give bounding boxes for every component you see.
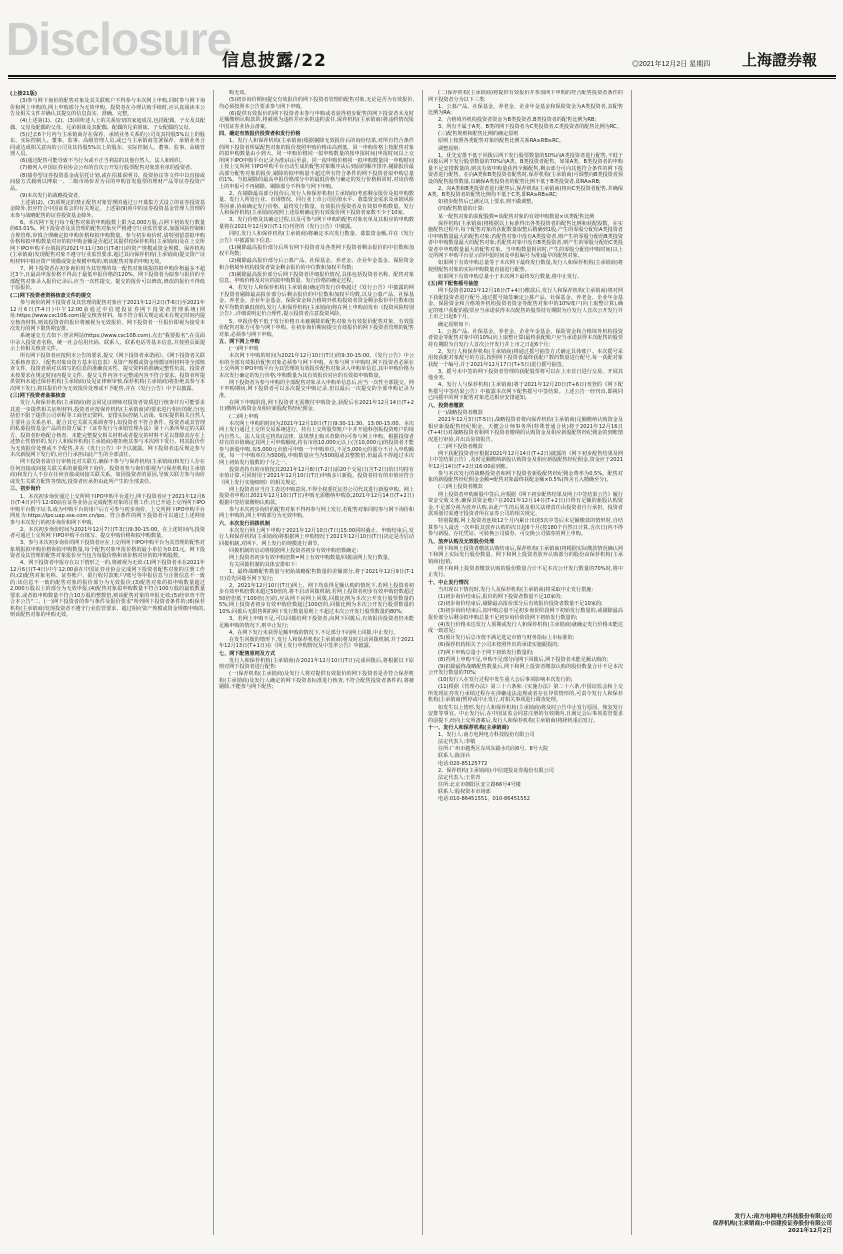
body-paragraph: (3)初步询价结束后,拟申购总量不足初步询价阶段网下初始发行数量的,或剔除最高报价部分后剩余拟申购总量不足初步询价阶段网下初始发行数量的; — [428, 608, 623, 621]
body-paragraph: 6、本次网下发行每个配售对象的申购股数上限为2,000万股,占网下初始发行数量的63.01%。网下投资者及其管理的配售对象应严格遵守行业监管要求,加强风险控制和合规管理,审慎合理确定拟申购价格和拟申购数量。参与初步询价时,请特别留意拟申购价格和拟申购数量对应的拟申购金额是否超过其提供给保荐机构(主承销商)及在上交所网下IPO申购平台填报的2021年11月30日(T-8日)的资产规模或资金规模。保荐机构(主承销商)发现配售对象不遵守行业监管要求,超过其向保荐机构(主承销商)提交资产证明材料中相应资产规模或资金规模申购的,则该配售对象的申购无效。 — [10, 219, 205, 265]
body-paragraph: (1)初步询价结束后,报价的网下投资者数量不足10家的; — [438, 594, 563, 600]
header-rule — [8, 75, 836, 77]
section-heading: (二)网下投资者资格核查文件的提交 — [10, 292, 92, 299]
body-paragraph: 2、在剔除最高部分报价后,发行人和保荐机构(主承销商)考虑剩余报价及拟申购数量、发行人所处行业、市场情况、同行业上市公司估值水平、募集资金需求及承销风险等因素,协商确定发行价格、最终发行数量、有效报价投资者及有效拟申购数量。发行人和保荐机构(主承销商)按照上述原则确定的有效报价网下投资者家数不少于10家。 — [219, 190, 414, 217]
body-paragraph: 网上投资者初步有效申购倍数=网上有效申购数量/回拨前网上发行数量。 — [229, 555, 393, 562]
body-paragraph: 电话:010-86451551、010-86451552 — [438, 795, 530, 802]
body-paragraph: 如果网下有效申购总量等于本次网下最终发行数量,发行人和保荐机构(主承销商)将按照配售对象的实际申购数量直接进行配售。 — [428, 260, 623, 273]
body-paragraph: 网上投资者申购新股中签后,应根据《网下初步配售结果及网上中签结果公告》履行资金交收义务,确保其资金账户在2021年12月14日(T+2日)日终有足额的新股认购资金,不足部分视为放弃认购,由此产生的后果及相关法律责任由投资者自行承担。投资者款项划付需遵守投资者所在证券公司的相关规定。 — [428, 491, 623, 518]
body-paragraph: 2、2021年12月10日(T日)网上、网下均获得足额认购的情况下,若网上投资者初步有效申购倍数未超过50倍的,将不启动回拨机制;若网上投资者初步有效申购倍数超过50倍但低于100倍(含)的,应从网下向网上回拨,回拨比例为本次公开发行股票数量的5%;网上投资者初步有效申购倍数超过100倍的,回拨比例为本次公开发行股票数量的10%;回拨后无限售期的网下发行数量原则上不超过本次公开发行股票数量的80%; — [219, 582, 414, 615]
body-paragraph: 1、本次初步询价通过上交所网下IPO申购平台进行,网下投资者应于2021年12月6日(T-4日)中午12:00前在证券业协会完成配售对象的注册工作,且已开通上交所网下IPO申购平台数字证书,成为申购平台的用户后方可参与初步询价。上交所网下IPO申购平台网址为:https://ipo.uap.sse.com.cn/ipo。符合条件的网下投资者可以通过上述网址参与本次发行的初步询价和网下申购。 — [10, 493, 205, 526]
section-heading: 六、本次发行回拨机制 — [219, 520, 270, 527]
body-paragraph: 发行人和保荐机构(主承销商)将会同见证律师对投资者资质进行核查并有可能要求其进一步提供相关证明材料,投资者应按保荐机构(主承销商)的要求进行相应的配合(包括但不限于提供公司章程等工商登记资料、安排实际控制人访谈、如实提供相关自然人主要社会关系名单、配合其它关联关系调查等),如投资者不符合条件、投资者或其管理的私募投资基金产品的出资方属于《证券发行与承销管理办法》第十六条所界定的关联方、投资者拒绝配合核查、未能完整提交相关材料或者提交的材料不足以排除其存在上述禁止性情形的,发行人和保荐机构(主承销商)将拒绝其参与本次网下发行、将其报价作为无效报价处理或不予配售,并在《发行公告》中予以披露。网下投资者违反规定参与本次新股网下发行的,应自行承担由此产生的全部责任。 — [10, 400, 205, 459]
page-header — [0, 0, 843, 76]
body-paragraph: (一)战略投资者缴款 — [438, 409, 483, 416]
section-heading: (上接21版) — [10, 91, 38, 97]
body-paragraph: 确定原则如下: — [438, 321, 471, 328]
body-paragraph: (5)预计发行后总市值不满足选定市值与财务指标上市标准的; — [438, 635, 575, 642]
body-paragraph: 投资者持有的市值按其2021年12月8日(T-2日)前20个交易日(含T-2日)的日均持有市值计算,可同时用于2021年12月10日(T日)申购多只新股。投资者持有的市值应符合《网上发行实施细则》的相关规定。 — [219, 466, 414, 486]
body-paragraph: (3)参与网下询价的配售对象及其关联账户不得参与本次网上申购,同时参与网下询价和网上申购的,网上申购部分为无效申购。投资者在办理认购手续时,应认真阅读本公告及相关文件并确认其提交的信息真实、准确、完整。 — [10, 98, 205, 118]
dateline: ◎2021年12月2日 星期四 — [632, 61, 711, 68]
body-paragraph: 1、最终战略配售数量与初始战略配售数量的差额部分,将于2021年12月9日(T-1日)首先回拨至网下发行; — [219, 569, 414, 582]
body-paragraph: 2、保荐机构(主承销商):中信建投证券股份有限公司 — [438, 767, 554, 774]
body-paragraph: (二)网下投资者缴款 — [438, 443, 483, 450]
section-heading: 三、初步询价 — [10, 486, 41, 493]
body-paragraph: 保荐机构(主承销商)将根据以上标准得出各类投资者的配售比例和获配股数。在实施配售过程中,每个配售对象的获配数量取整后精确到1股,产生的零股分配给A类投资者中申购数量最大的配售对象;若配售对象中没有A类投资者,则产生的零股分配给B类投资者中申购数量最大的配售对象;若配售对象中没有B类投资者,则产生的零股分配给C类投资者中申购数量最大的配售对象。当申购数量相同时,产生的零股分配给申购时间(以上交所网下申购平台显示的申报时间及申报编号为准)最早的配售对象。 — [428, 220, 623, 260]
body-paragraph: 本次网下申购的时间为2021年12月10日(T日)的9:30-15:00。《发行公告》中公布的全部有效报价配售对象必须参与网下申购。在参与网下申购时,网下投资者必须在上交所网下IPO申购平台为其管理的有效报价配售对象录入申购单信息,其中申购价格为本次发行确定的发行价格;申购数量为其有效报价对应的有效拟申购数量。 — [219, 353, 414, 379]
body-paragraph: (8)若网上申购不足,申购不足部分向网下回拨后,网下投资者未能足额认购的; — [438, 656, 609, 663]
signature-date: 2021年12月2日 — [787, 1228, 832, 1234]
body-paragraph: 特别提醒,网上投资者连续12个月内累计出现3次中签后未足额缴款的情形时,自结算参与人最近一次申报其放弃认购的次日起6个月(按180个自然日计算,含次日)内不得参与新股、存托凭证、可转换公司债券、可交换公司债券的网上申购。 — [428, 518, 623, 538]
body-paragraph: (7)网下申购总量小于网下初始发行数量的; — [438, 649, 534, 656]
body-paragraph: 原则上按照各类配售对象的配售比例关系RA≥RB≥RC。 — [438, 138, 565, 145]
body-paragraph: (一)保荐机构(主承销商)及发行人将对提供有效报价的网下投资者是否符合保荐机构(主承销商)及发行人确定的网下投资者标准进行核查,不符合配售投资者条件的,将被剔除,不能参与网下配售; — [219, 671, 414, 691]
body-paragraph: 3、参与本次初步询价的网下投资者应在上交所网下IPO申购平台为其管理的配售对象填报拟申购价格和拟申购数量,每个配售对象申报价格的最小单位为0.01元。网下投资者及其管理的配售对象报价应当包含每股价格和该价格对应的拟申购股数。 — [10, 540, 205, 560]
body-paragraph: (三)配售规则和配售比例的确定原则 — [438, 131, 519, 138]
body-paragraph: 4、在网下发行未获得足额申购的情况下,不足部分不向网上回拨,中止发行。 — [229, 629, 399, 636]
body-paragraph: 1、发行人和保荐机构(主承销商)根据剔除无效报价后的询价结果,对所有符合条件的网下投资者所属配售对象的报价按照申购价格由高到低、同一申购价格上按配售对象的拟申购数量由小到大、同一申购价格同一拟申购数量的按申报时间(申报时间以上交所网下IPO申购平台记录为准)由后至前、同一拟申购价格同一拟申购数量同一申购时间上按上交所网下IPO申购平台自动生成的配售对象顺序从后到前的顺序排序,剔除报价最高部分配售对象的报价,剔除的拟申购量不超过所有符合条件的网下投资者拟申购总量的1%。当拟剔除的最高申报价格部分中的最低价格与确定的发行价格相同时,对该价格上的申报可不再剔除。剔除部分不得参与网下申购。 — [219, 138, 414, 190]
section-heading: (五)网下配售摇号抽签 — [428, 281, 479, 288]
body-paragraph: 住所:广州市越秀区东风东路水均岗6号、8号大院 — [438, 746, 549, 753]
text-column-1 — [10, 90, 205, 1235]
body-paragraph: 本次网上申购的时间为2021年12月10日(T日)9:30-11:30、13:00-15:00。本次网上发行通过上交所交易系统进行。持有上交所股票账户卡并开通科创板投资账户的境内自然人、法人及其它机构(法律、法规禁止购买者除外)可参与网上申购。根据投资者持有的市值确定其网上可申购额度,持有市值10,000元以上(含10,000元)的投资者才能参与新股申购,每5,000元市值可申购一个申购单位,不足5,000元的部分不计入申购额度。每一个申购单位为500股,申购数量应当为500股或其整数倍,但最高不得超过本次网上初始发行股数的千分之一。 — [219, 420, 414, 466]
article-body — [10, 90, 835, 1235]
section-heading: 十一、发行人和保荐机构(主承销商) — [428, 725, 510, 732]
body-paragraph: 发行人和保荐机构(主承销商)在2021年12月10日(T日)完成回拨后,将根据以下原则对网下投资者进行配售: — [219, 657, 414, 671]
text-column-4 — [637, 90, 832, 1235]
body-paragraph: 在网下申购阶段,网下投资者无需缴付申购资金,获配后在2021年12月14日(T+2日)缴纳认购资金及相应新股配售经纪佣金。 — [219, 399, 414, 413]
section-heading: 十、中止发行情况 — [428, 579, 469, 586]
body-paragraph: 4、发行人与保荐机构(主承销商)将于2021年12月20日(T+6日)刊登的《网下配售摇号中签结果公告》中披露本次网下配售摇号中签结果。上述公告一经刊出,即视同已向摇中的网下配售对象送达相应安排通知。 — [428, 382, 623, 402]
body-paragraph: 5、申报价格不低于发行价格且未被剔除的配售对象为有效报价配售对象。有效报价配售对象方可参与网下申购。在初步询价期间提交有效报价的网下投资者管理的配售对象,必须参与网下申购。 — [219, 318, 414, 338]
body-paragraph: 1、公募产品、社保基金、养老金、企业年金基金和保险资金为A类投资者,其配售比例为RA; — [428, 103, 623, 117]
body-paragraph: 4、若发行人和保荐机构(主承销商)确定的发行价格超过《发行公告》中披露的网下投资者剔除最高报价部分后剩余报价的中位数和加权平均数,以及公募产品、社保基金、养老金、企业年金基金、保险资金和合格境外机构投资者资金剩余报价中位数和加权平均数的孰低值的,发行人和保荐机构(主承销商)将在网上申购前发布《投资风险特别公告》,详细说明定价合理性,提示投资者注意投资风险。 — [219, 285, 414, 318]
body-paragraph: 网下投资者2021年12月16日(T+4日)缴款后,发行人和保荐机构(主承销商)将对网下获配投资者进行配号,通过摇号抽签确定公募产品、社保基金、养老金、企业年金基金、保险资金和合格境外机构投资者资金等配售对象中的10%账户(向上取整计算),确定的账户获配的股票应当承诺获得本次配售的股票持有期限为自发行人首次公开发行并上市之日起6个月。 — [428, 288, 623, 321]
body-paragraph: 3、摇号未中签的网下投资者管理的获配股票将可以在上市首日进行交易、开展其他业务。 — [428, 368, 623, 382]
issuer-name: 发行人:南方电网电力科技股份有限公司 — [734, 1214, 832, 1220]
body-paragraph: (9)扣除最终战略配售数量后,网下和网上投资者缴款认购的股份数量合计不足本次公开发行数量的70%; — [428, 663, 623, 677]
body-paragraph: 1、发行人:南方电网电力科技股份有限公司 — [438, 732, 535, 739]
section-heading: 九、放弃认购及无效股份处理 — [428, 538, 495, 545]
body-paragraph: 电话:020-85125772 — [438, 760, 488, 767]
body-paragraph: 3、若网上申购不足,可以回拨给网下投资者,向网下回拨后,有效报价投资者仍未能足额申购的情况下,则中止发行; — [219, 616, 414, 629]
body-paragraph: (8)债券型证券投资基金或信托计划,或在招募说明书、投资协议等文件中以直接或间接方式载明以博取一、二级市场价差为目的申购首发股票的理财产品等证券投资产品。 — [10, 172, 205, 192]
body-paragraph: (9)本次发行的战略投资者。 — [20, 192, 84, 199]
text-column-2 — [219, 90, 414, 1235]
text-column-3 — [428, 90, 623, 1235]
body-paragraph: (5)过去6个月内与主承销商存在保荐、承销业务关系的公司及其持股5%以上的股东、实际控制人、董事、监事、高级管理人员,或已与主承销商签署保荐、承销业务合同或达成相关意向的公司及其持股5%以上的股东、实际控制人、董事、监事、高级管理人员。 — [10, 131, 205, 158]
body-paragraph: 网上投资者应当自主表达申购意向,不得全权委托证券公司代其进行新股申购。网上投资者申购日2021年12月10日(T日)申购无需缴纳申购款,2021年12月14日(T+2日)根据中签结果缴纳认购款。 — [219, 486, 414, 506]
body-paragraph: 2、合格境外机构投资者资金为B类投资者,B类投资者的配售比例为RB; — [438, 117, 597, 124]
body-paragraph: 本次发行网上网下申购于2021年12月10日(T日)15:00同时截止。申购结束后,发行人和保荐机构(主承销商)将根据网上申购情况于2021年12月10日(T日)决定是否启动回拨机制,对网下、网上发行的规模进行调节。 — [219, 527, 414, 547]
body-paragraph: 网下和网上投资者缴款认购结束后,保荐机构(主承销商)将根据实际缴款情况确认网下和网上实际发行股份数量。网下和网上投资者放弃认购部分的股份由保荐机构(主承销商)包销。 — [428, 545, 623, 565]
body-paragraph: 4、网下投资者申报存在以下情形之一的,将被视为无效:(1)网下投资者未在2021年12月6日(T-4日)中午12:00前在中国证券业协会完成网下投资者配售对象的注册工作的;(2)配售对象名称、证券账户、银行收付款账户/账号等申报信息与注册信息不一致的;该信息不一致的配售对象的报价部分为无效报价;(3)配售对象的拟申购数量超过2,000万股以上的部分为无效申报;(4)配售对象拟申购数量不符合100万股的最低数量要求,或者拟申购数量不符合10万股的整数倍,则该配售对象的申报无效;(5)经审查不符合本公告"二、(一)网下投资者的参与条件及报价要求"所列网下投资者条件的;(6)保荐机构(主承销商)发现投资者不遵守行业监管要求、超过相应资产规模或资金规模申购的,则该配售对象的申购无效。 — [10, 560, 205, 619]
body-paragraph: 上述第(2)、(3)项规定的禁止配售对象管理的通过公开募集方式设立的证券投资基金除外,但应符合中国证监会的有关规定。上述第(9)项中的证券投资基金管理人管理的未参与战略配售的证券投资基金除外。 — [10, 199, 205, 219]
body-paragraph: 调整原则: — [438, 145, 461, 152]
body-paragraph: (2)初步询价结束后,剔除最高报价部分后有效报价投资者数量不足10家的; — [438, 601, 603, 608]
section-heading: 五、网下网上申购 — [219, 339, 260, 346]
body-paragraph: 网下投资者为参与申购的全部配售对象录入申购单信息后,应当一次性全部提交。网下申购期间,网下投资者可以多次提交申购记录,但以最后一次提交的全部申购记录为准。 — [219, 379, 414, 399]
section-heading: (三)网下投资者备案核查 — [10, 393, 66, 400]
newspaper-name: 上海證券報 — [742, 51, 818, 69]
body-paragraph: 联系人:股权资本市场部 — [438, 788, 491, 795]
body-paragraph: (1)剔除最高报价部分后所有网下投资者及各类网下投资者剩余报价的中位数和加权平均数; — [219, 244, 414, 258]
body-paragraph: (2)剔除最高报价部分后公募产品、社保基金、养老金、企业年金基金、保险资金和合格境外机构投资者资金剩余报价的中位数和加权平均数; — [219, 258, 414, 271]
body-paragraph: 某一配售对象的获配股数=该配售对象的有效申购数量×该类配售比例 — [438, 213, 595, 220]
body-paragraph: (10)发行人在发行过程中发生重大会后事项影响本次发行的; — [438, 677, 573, 684]
issuer-signature — [637, 1214, 832, 1235]
body-paragraph: 购无效。 — [229, 90, 250, 96]
body-paragraph: 网下投资者需自行审核比对关联方,确保不参与与保荐机构(主承销商)和发行人存在任何直接或间接关联关系的新股网下询价。投资者参与询价即视为与保荐机构(主承销商)和发行人不存在任何直接或间接关联关系。如因投资者的原因,导致关联方参与询价或发生关联方配售等情况,投资者应承担由此所产生的全部责任。 — [10, 459, 205, 485]
body-paragraph: (3)剔除最高报价部分后网下投资者详细报价情况,具体包括投资者名称、配售对象信息、申购价格及对应的拟申购数量、发行价格的确定过程。 — [219, 271, 414, 285]
column-divider — [422, 90, 423, 1235]
body-paragraph: (4)发行价格未达发行人预期或发行人和保荐机构(主承销商)就确定发行价格未能达成一致意见; — [428, 621, 623, 635]
section-heading: 八、投资者缴款 — [428, 402, 464, 409]
body-paragraph: 同时,发行人和保荐机构(主承销商)将确定本次发行数量、募集资金额,并在《发行公告》中披露如下信息: — [219, 231, 414, 244]
header-rule-thin — [8, 78, 836, 79]
body-paragraph: 网下和网上投资者缴款认购的股份数量合计不足本次公开发行数量的70%时,将中止发行。 — [428, 565, 623, 579]
body-paragraph: 在发生回拨的情形下,发行人和保荐机构(主承销商)将及时启动回拨机制,并于2021年12月13日(T+1日)在《网上发行申购情况及中签率公告》中披露。 — [219, 636, 414, 650]
body-paragraph: 当出现以下情况时,发行人及保荐机构(主承销商)将采取中止发行措施: — [438, 586, 594, 593]
body-paragraph: (二)网上申购 — [229, 413, 259, 420]
body-paragraph: (7)被列入中国证券业协会公布的首次公开发行股票配售对象黑名单的投资者。 — [20, 165, 196, 172]
body-paragraph: (5)初步询价期间提交有效报价的网下投资者管理的配售对象,无论是否为有效报价,均必须按照本公告要求参与网下申购。 — [219, 97, 414, 110]
body-paragraph: 7、网下投资者在初步询价时为其管理的每一配售对象填报的拟申购价格最多不超过3个,且最高申报价格不得高于最低申报价格的120%。网下投资者为拟参与报价的全部配售对象录入报价记录后,应当一次性提交。提交的报价可以修改,修改的报价不得低于原报价。 — [10, 265, 205, 292]
body-paragraph: 有关回拨机制的具体安排如下: — [229, 562, 297, 569]
body-paragraph: 回拨机制的启动将根据网上投资者初步有效申购倍数确定: — [229, 548, 359, 555]
body-paragraph: 1、公募产品、社保基金、养老金、企业年金基金、保险资金和合格境外机构投资者资金等配售对象中的10%(向上取整计算)最终获配账户应当承诺获得本次配售的股票持有期限为自发行人首次公开发行并上市之日起6个月; — [428, 328, 623, 348]
body-paragraph: 法定代表人:李敏 — [438, 739, 476, 746]
body-paragraph: 网下获配投资者应根据2021年12月14日(T+2日)披露的《网下初步配售结果及网上中签结果公告》,及时足额缴纳新股认购资金及相应新股配售经纪佣金,资金应于2021年12月14日(T+2日)16:00前到账。 — [428, 450, 623, 470]
body-paragraph: 2、发行人和保荐机构(主承销商)将通过摇号抽签方式确定具体账户。本次摇号采用按获配对象配号的方法,按照网下投资者最终获配户数的数量进行配号,每一获配对象获配一个编号,并于2021年12月17日(T+5日)进行摇号抽签。 — [428, 348, 623, 368]
body-paragraph: 3、所有不属于A类、B类的网下投资者为C类投资者,C类投资者的配售比例为RC。 — [438, 124, 622, 131]
body-paragraph: 联系人:陈泽兵 — [438, 753, 471, 760]
body-paragraph: (四)配售数量的计算: — [438, 206, 485, 213]
body-paragraph: (一)网下申购 — [229, 346, 259, 353]
body-paragraph: 系统递交方式如下:登录网站(https://www.csc108.com),点击"我要报名",在页面中录入投资者名称、统一社会信用代码、联系人、联系电话等基本信息,并按照页面提示上传相关核查文件。 — [10, 333, 205, 353]
underwriter-name: 保荐机构(主承销商):中信建投证券股份有限公司 — [712, 1221, 832, 1227]
body-paragraph: 1、优先安排不低于回拨后网下发行股票数量的50%向A类投资者进行配售,不低于回拨后网下发行股票数量的70%向A类、B类投资者配售。如果A类、B类投资者的申购量不足安排数量的,则其有效申购量获得全额配售,剩余部分可向其他符合条件的网下投资者进行配售。在向A类和B类投资者配售时,保荐机构(主承销商)可调整向B类投资者预设的配售股票数量,以确保A类投资者的配售比例不低于B类投资者,即RA≥RB; — [428, 152, 623, 185]
body-paragraph: (6)通过配售可能导致不当行为或不正当利益的其他自然人、法人和组织。 — [20, 158, 186, 165]
body-paragraph: 所有网下投资者应按照本公告的要求,提交《网下投资者承诺函》、《网下投资者关联关系核查表》、《配售对象出资方基本信息表》及资产规模或资金规模证明材料等全部核查文件。投资者须对其填写的信息的准确真实性、提交资料的准确完整性负责。投资者未按要求在规定时间内提交文件、提交文件内容不完整或内容不符合要求、投资者所提供资料未通过保荐机构(主承销商)及见证律师审核,保荐机构(主承销商)将拒绝其参与本次网下发行,将其报价作为无效报价处理或不予配售,并在《发行公告》中予以披露。 — [10, 353, 205, 392]
body-paragraph: 如发生以上情形,发行人和保荐机构(主承销商)将及时公告中止发行原因、恢复发行安排等事宜。中止发行后,在中国证监会同意注册的有效期内,且满足会后事项监管要求的前提下,经向上交所备案后,发行人和保荐机构(主承销商)将择机重启发行。 — [428, 704, 623, 724]
body-paragraph: (6)提供有效报价的网下投资者未参与申购或者获得初步配售的网下投资者未及时足额缴纳认购款的,将被视为违约并应承担违约责任,保荐机构(主承销商)将违约情况报中国证券业协会备案。 — [219, 110, 414, 130]
section-heading: 四、确定有效报价投资者和发行价格 — [219, 131, 301, 138]
body-paragraph: 住所:北京市朝阳区安立路66号4号楼 — [438, 781, 521, 788]
body-paragraph: 参与本次初步询价的配售对象不得再参与网上发行,若配售对象同时参与网下询价和网上申购的,网上申购部分为无效申购。 — [219, 506, 414, 520]
body-paragraph: 3、发行价格及其确定过程,以及可参与网下申购的配售对象名单及其相应的申购数量将在2021年12月9日(T-1日)刊登的《发行公告》中披露。 — [219, 217, 414, 230]
body-paragraph: (二)保荐机构(主承销商)将提供有效报价并参加网下申购的符合配售投资者条件的网下投资者分为以下三类: — [428, 90, 623, 103]
body-paragraph: 法定代表人:王常青 — [438, 774, 481, 781]
column-divider — [631, 90, 632, 1235]
body-paragraph: 2021年12月3日(T-5日),战略投资者将向保荐机构(主承销商)足额缴纳认购资金及相应新股配售经纪佣金。天健会计师事务所(特殊普通合伙)将于2021年12月16日(T+4日)对战略投资者和网下投资者缴纳的认购资金及相应新股配售经纪佣金的到账情况进行审验,并出具验资报告。 — [428, 417, 623, 443]
body-paragraph: (11)根据《管理办法》第三十六条和《实施办法》第二十六条,中国证监会和上交所发现证券发行承销过程存在涉嫌违法违规或者存在异常情形的,可责令发行人和保荐机构(主承销商)暂停或中止发行,对相关事项进行调查处理。 — [428, 684, 623, 704]
body-paragraph: 参与询价的网下投资者及其管理的配售对象应于2021年12月2日(T-6日)至2021年12月6日(T-4日)中午12:00前通过中信建投证券网下投资者管理系统(网址:https://www.csc108.com)提交核查材料。如不符合相关规定或未在规定时间内提交核查材料,则该投资者的报价将被视为无效报价。网下投资者一旦报价即视为接受本次发行的网下限售期安排。 — [10, 300, 205, 333]
section-title: 信息披露/22 — [222, 51, 327, 71]
body-paragraph: 参与本次发行的战略投资者和网下投资者新股配售经纪佣金费率为0.5%。配售对象的新股配售经纪佣金金额=配售对象最终获配金额×0.5%(四舍五入精确至分)。 — [428, 470, 623, 484]
body-paragraph: (4)上述第(1)、(2)、(3)项所述人士的关系密切的家庭成员,包括配偶、子女及其配偶、父母及配偶的父母、兄弟姐妹及其配偶、配偶的兄弟姐妹、子女配偶的父母。 — [10, 118, 205, 131]
body-paragraph: (6)保荐机构相关子公司未按照作出的承诺实施跟投的; — [438, 642, 559, 649]
column-divider — [213, 90, 214, 1235]
body-paragraph: 如果网下有效申购总量小于本次网下最终发行数量,将中止发行。 — [438, 273, 583, 280]
body-paragraph: 2、本次初步询价时间为2021年12月7日(T-3日)9:30-15:00。在上述时间内,投资者可通过上交所网下IPO申购平台填写、提交申购价格和拟申购数量。 — [10, 526, 205, 540]
body-paragraph: 如初步配售后已满足以上要求,则不做调整。 — [438, 199, 537, 206]
masthead-disclosure: Disclosure — [6, 13, 232, 65]
body-paragraph: (三)网上投资者缴款 — [438, 484, 483, 491]
section-heading: 七、网下配售原则及方式 — [219, 650, 276, 657]
body-paragraph: 2、向A类和B类投资者进行配售后,保荐机构(主承销商)将向C类投资者配售,并确保A类、B类投资者的配售比例均不低于C类,即RA≥RB≥RC; — [428, 185, 623, 199]
